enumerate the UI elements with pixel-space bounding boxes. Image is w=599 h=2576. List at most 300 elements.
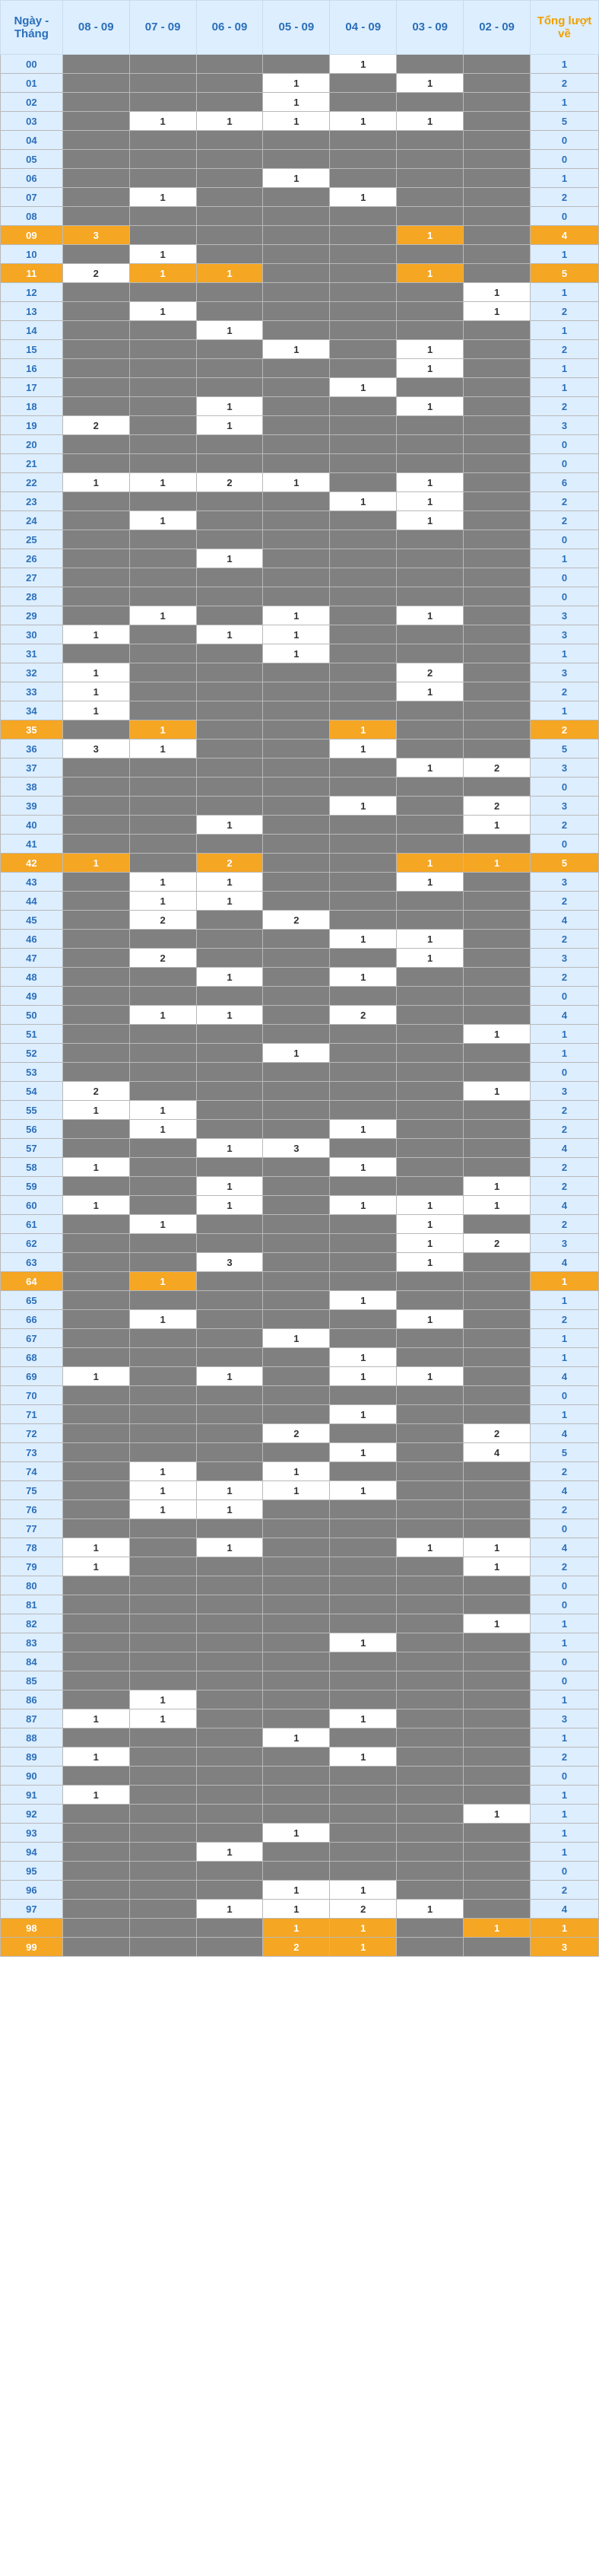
cell-r30-c5 bbox=[397, 625, 464, 644]
cell-r47-c3 bbox=[263, 949, 330, 968]
row-label: 72 bbox=[1, 1424, 63, 1443]
table-row bbox=[1, 682, 599, 701]
row-total: 3 bbox=[531, 1938, 599, 1957]
cell-r97-c1 bbox=[129, 1900, 196, 1919]
cell-r33-c5: 1 bbox=[397, 682, 464, 701]
cell-r77-c1 bbox=[129, 1519, 196, 1538]
table-row bbox=[1, 188, 599, 207]
cell-r97-c3: 1 bbox=[263, 1900, 330, 1919]
cell-r57-c4 bbox=[330, 1139, 397, 1158]
cell-r77-c6 bbox=[464, 1519, 531, 1538]
cell-r76-c2: 1 bbox=[196, 1500, 263, 1519]
cell-r56-c0 bbox=[62, 1120, 129, 1139]
cell-r51-c2 bbox=[196, 1025, 263, 1044]
cell-r57-c3: 3 bbox=[263, 1139, 330, 1158]
row-label: 08 bbox=[1, 207, 63, 226]
cell-r78-c0: 1 bbox=[62, 1538, 129, 1557]
row-total: 0 bbox=[531, 1519, 599, 1538]
cell-r41-c2 bbox=[196, 835, 263, 854]
cell-r52-c6 bbox=[464, 1044, 531, 1063]
cell-r40-c0 bbox=[62, 816, 129, 835]
header-row bbox=[1, 1, 599, 55]
cell-r33-c1 bbox=[129, 682, 196, 701]
cell-r35-c4: 1 bbox=[330, 720, 397, 739]
cell-r2-c0 bbox=[62, 93, 129, 112]
cell-r22-c6 bbox=[464, 473, 531, 492]
cell-r80-c5 bbox=[397, 1576, 464, 1595]
cell-r63-c5: 1 bbox=[397, 1253, 464, 1272]
cell-r29-c3: 1 bbox=[263, 606, 330, 625]
cell-r39-c0 bbox=[62, 797, 129, 816]
cell-r76-c5 bbox=[397, 1500, 464, 1519]
cell-r70-c5 bbox=[397, 1386, 464, 1405]
table-row bbox=[1, 283, 599, 302]
cell-r79-c2 bbox=[196, 1557, 263, 1576]
cell-r75-c4: 1 bbox=[330, 1481, 397, 1500]
cell-r74-c5 bbox=[397, 1462, 464, 1481]
cell-r3-c2: 1 bbox=[196, 112, 263, 131]
row-total: 3 bbox=[531, 416, 599, 435]
row-total: 1 bbox=[531, 1291, 599, 1310]
cell-r99-c1 bbox=[129, 1938, 196, 1957]
cell-r89-c2 bbox=[196, 1748, 263, 1767]
table-row bbox=[1, 1557, 599, 1576]
cell-r53-c4 bbox=[330, 1063, 397, 1082]
cell-r94-c0 bbox=[62, 1843, 129, 1862]
cell-r44-c6 bbox=[464, 892, 531, 911]
table-row bbox=[1, 701, 599, 720]
table-row bbox=[1, 492, 599, 511]
cell-r53-c1 bbox=[129, 1063, 196, 1082]
cell-r84-c2 bbox=[196, 1652, 263, 1671]
cell-r32-c0: 1 bbox=[62, 663, 129, 682]
cell-r6-c2 bbox=[196, 169, 263, 188]
cell-r2-c6 bbox=[464, 93, 531, 112]
cell-r17-c4: 1 bbox=[330, 378, 397, 397]
cell-r48-c5 bbox=[397, 968, 464, 987]
row-total: 2 bbox=[531, 397, 599, 416]
cell-r67-c6 bbox=[464, 1329, 531, 1348]
row-label: 05 bbox=[1, 150, 63, 169]
cell-r54-c6: 1 bbox=[464, 1082, 531, 1101]
cell-r10-c6 bbox=[464, 245, 531, 264]
row-label: 27 bbox=[1, 568, 63, 587]
table-row bbox=[1, 55, 599, 74]
cell-r22-c2: 2 bbox=[196, 473, 263, 492]
cell-r46-c0 bbox=[62, 930, 129, 949]
cell-r39-c1 bbox=[129, 797, 196, 816]
cell-r94-c4 bbox=[330, 1843, 397, 1862]
cell-r8-c3 bbox=[263, 207, 330, 226]
row-label: 07 bbox=[1, 188, 63, 207]
cell-r97-c6 bbox=[464, 1900, 531, 1919]
cell-r43-c6 bbox=[464, 873, 531, 892]
row-total: 1 bbox=[531, 1633, 599, 1652]
cell-r62-c5: 1 bbox=[397, 1234, 464, 1253]
cell-r10-c0 bbox=[62, 245, 129, 264]
row-total: 1 bbox=[531, 169, 599, 188]
cell-r99-c0 bbox=[62, 1938, 129, 1957]
cell-r26-c2: 1 bbox=[196, 549, 263, 568]
row-label: 95 bbox=[1, 1862, 63, 1881]
cell-r73-c5 bbox=[397, 1443, 464, 1462]
table-row bbox=[1, 1462, 599, 1481]
cell-r99-c4: 1 bbox=[330, 1938, 397, 1957]
cell-r95-c1 bbox=[129, 1862, 196, 1881]
cell-r97-c0 bbox=[62, 1900, 129, 1919]
table-row bbox=[1, 1748, 599, 1767]
cell-r2-c2 bbox=[196, 93, 263, 112]
cell-r61-c4 bbox=[330, 1215, 397, 1234]
cell-r37-c0 bbox=[62, 758, 129, 778]
table-row bbox=[1, 416, 599, 435]
cell-r61-c0 bbox=[62, 1215, 129, 1234]
cell-r70-c2 bbox=[196, 1386, 263, 1405]
cell-r5-c3 bbox=[263, 150, 330, 169]
cell-r68-c2 bbox=[196, 1348, 263, 1367]
row-label: 18 bbox=[1, 397, 63, 416]
cell-r41-c6 bbox=[464, 835, 531, 854]
cell-r69-c3 bbox=[263, 1367, 330, 1386]
cell-r41-c5 bbox=[397, 835, 464, 854]
table-row bbox=[1, 1044, 599, 1063]
cell-r11-c5: 1 bbox=[397, 264, 464, 283]
cell-r95-c0 bbox=[62, 1862, 129, 1881]
cell-r68-c5 bbox=[397, 1348, 464, 1367]
cell-r75-c6 bbox=[464, 1481, 531, 1500]
cell-r12-c5 bbox=[397, 283, 464, 302]
header-total: Tổng lượt về bbox=[531, 1, 599, 55]
table-row bbox=[1, 987, 599, 1006]
cell-r71-c1 bbox=[129, 1405, 196, 1424]
cell-r70-c6 bbox=[464, 1386, 531, 1405]
cell-r83-c1 bbox=[129, 1633, 196, 1652]
row-label: 20 bbox=[1, 435, 63, 454]
cell-r83-c4: 1 bbox=[330, 1633, 397, 1652]
cell-r74-c0 bbox=[62, 1462, 129, 1481]
cell-r1-c5: 1 bbox=[397, 74, 464, 93]
table-row bbox=[1, 1348, 599, 1367]
cell-r65-c4: 1 bbox=[330, 1291, 397, 1310]
cell-r74-c2 bbox=[196, 1462, 263, 1481]
row-label: 94 bbox=[1, 1843, 63, 1862]
table-row bbox=[1, 1805, 599, 1824]
cell-r62-c4 bbox=[330, 1234, 397, 1253]
cell-r77-c0 bbox=[62, 1519, 129, 1538]
cell-r17-c6 bbox=[464, 378, 531, 397]
cell-r34-c3 bbox=[263, 701, 330, 720]
cell-r38-c6 bbox=[464, 778, 531, 797]
cell-r70-c0 bbox=[62, 1386, 129, 1405]
cell-r69-c1 bbox=[129, 1367, 196, 1386]
cell-r91-c2 bbox=[196, 1786, 263, 1805]
cell-r13-c6: 1 bbox=[464, 302, 531, 321]
row-total: 0 bbox=[531, 131, 599, 150]
cell-r70-c4 bbox=[330, 1386, 397, 1405]
cell-r96-c5 bbox=[397, 1881, 464, 1900]
cell-r87-c4: 1 bbox=[330, 1709, 397, 1728]
cell-r64-c1: 1 bbox=[129, 1272, 196, 1291]
cell-r16-c5: 1 bbox=[397, 359, 464, 378]
row-total: 2 bbox=[531, 1748, 599, 1767]
cell-r27-c6 bbox=[464, 568, 531, 587]
cell-r11-c0: 2 bbox=[62, 264, 129, 283]
table-row bbox=[1, 226, 599, 245]
cell-r33-c4 bbox=[330, 682, 397, 701]
cell-r13-c2 bbox=[196, 302, 263, 321]
cell-r43-c1: 1 bbox=[129, 873, 196, 892]
cell-r45-c3: 2 bbox=[263, 911, 330, 930]
cell-r52-c2 bbox=[196, 1044, 263, 1063]
cell-r32-c2 bbox=[196, 663, 263, 682]
header-col-3: 05 - 09 bbox=[263, 1, 330, 55]
row-label: 96 bbox=[1, 1881, 63, 1900]
table-row bbox=[1, 949, 599, 968]
cell-r91-c5 bbox=[397, 1786, 464, 1805]
cell-r10-c3 bbox=[263, 245, 330, 264]
table-row bbox=[1, 1158, 599, 1177]
row-label: 87 bbox=[1, 1709, 63, 1728]
table-row bbox=[1, 1177, 599, 1196]
cell-r78-c1 bbox=[129, 1538, 196, 1557]
row-total: 0 bbox=[531, 1862, 599, 1881]
cell-r39-c4: 1 bbox=[330, 797, 397, 816]
row-label: 79 bbox=[1, 1557, 63, 1576]
cell-r9-c6 bbox=[464, 226, 531, 245]
cell-r98-c5 bbox=[397, 1919, 464, 1938]
cell-r85-c6 bbox=[464, 1671, 531, 1690]
table-row bbox=[1, 1120, 599, 1139]
cell-r27-c3 bbox=[263, 568, 330, 587]
cell-r64-c2 bbox=[196, 1272, 263, 1291]
cell-r63-c6 bbox=[464, 1253, 531, 1272]
table-row bbox=[1, 1443, 599, 1462]
table-row bbox=[1, 1139, 599, 1158]
row-label: 89 bbox=[1, 1748, 63, 1767]
row-total: 0 bbox=[531, 1767, 599, 1786]
cell-r32-c1 bbox=[129, 663, 196, 682]
row-total: 4 bbox=[531, 1139, 599, 1158]
cell-r99-c2 bbox=[196, 1938, 263, 1957]
table-row bbox=[1, 930, 599, 949]
cell-r70-c3 bbox=[263, 1386, 330, 1405]
cell-r3-c5: 1 bbox=[397, 112, 464, 131]
cell-r66-c0 bbox=[62, 1310, 129, 1329]
row-total: 4 bbox=[531, 1367, 599, 1386]
cell-r4-c3 bbox=[263, 131, 330, 150]
table-row bbox=[1, 530, 599, 549]
row-total: 5 bbox=[531, 739, 599, 758]
row-label: 53 bbox=[1, 1063, 63, 1082]
cell-r59-c3 bbox=[263, 1177, 330, 1196]
cell-r10-c5 bbox=[397, 245, 464, 264]
cell-r6-c4 bbox=[330, 169, 397, 188]
cell-r50-c2: 1 bbox=[196, 1006, 263, 1025]
table-row bbox=[1, 739, 599, 758]
row-total: 4 bbox=[531, 226, 599, 245]
cell-r20-c5 bbox=[397, 435, 464, 454]
table-row bbox=[1, 644, 599, 663]
cell-r42-c2: 2 bbox=[196, 854, 263, 873]
row-total: 1 bbox=[531, 1919, 599, 1938]
cell-r51-c0 bbox=[62, 1025, 129, 1044]
table-row bbox=[1, 1367, 599, 1386]
cell-r87-c0: 1 bbox=[62, 1709, 129, 1728]
cell-r44-c2: 1 bbox=[196, 892, 263, 911]
cell-r64-c5 bbox=[397, 1272, 464, 1291]
row-label: 35 bbox=[1, 720, 63, 739]
cell-r57-c2: 1 bbox=[196, 1139, 263, 1158]
cell-r89-c5 bbox=[397, 1748, 464, 1767]
cell-r46-c4: 1 bbox=[330, 930, 397, 949]
row-total: 1 bbox=[531, 1272, 599, 1291]
header-col-0: 08 - 09 bbox=[62, 1, 129, 55]
row-total: 2 bbox=[531, 1881, 599, 1900]
cell-r27-c0 bbox=[62, 568, 129, 587]
cell-r18-c5: 1 bbox=[397, 397, 464, 416]
cell-r98-c0 bbox=[62, 1919, 129, 1938]
row-label: 06 bbox=[1, 169, 63, 188]
row-total: 2 bbox=[531, 302, 599, 321]
cell-r13-c3 bbox=[263, 302, 330, 321]
row-label: 85 bbox=[1, 1671, 63, 1690]
cell-r67-c4 bbox=[330, 1329, 397, 1348]
cell-r28-c2 bbox=[196, 587, 263, 606]
cell-r28-c6 bbox=[464, 587, 531, 606]
cell-r16-c1 bbox=[129, 359, 196, 378]
cell-r44-c0 bbox=[62, 892, 129, 911]
cell-r34-c6 bbox=[464, 701, 531, 720]
table-row bbox=[1, 454, 599, 473]
cell-r11-c4 bbox=[330, 264, 397, 283]
row-label: 71 bbox=[1, 1405, 63, 1424]
cell-r60-c0: 1 bbox=[62, 1196, 129, 1215]
cell-r15-c5: 1 bbox=[397, 340, 464, 359]
cell-r43-c4 bbox=[330, 873, 397, 892]
cell-r60-c2: 1 bbox=[196, 1196, 263, 1215]
cell-r64-c3 bbox=[263, 1272, 330, 1291]
row-total: 2 bbox=[531, 1310, 599, 1329]
cell-r90-c6 bbox=[464, 1767, 531, 1786]
cell-r17-c1 bbox=[129, 378, 196, 397]
row-total: 1 bbox=[531, 1690, 599, 1709]
cell-r66-c4 bbox=[330, 1310, 397, 1329]
cell-r80-c1 bbox=[129, 1576, 196, 1595]
cell-r18-c4 bbox=[330, 397, 397, 416]
cell-r25-c2 bbox=[196, 530, 263, 549]
cell-r81-c0 bbox=[62, 1595, 129, 1614]
cell-r73-c6: 4 bbox=[464, 1443, 531, 1462]
cell-r96-c6 bbox=[464, 1881, 531, 1900]
cell-r85-c1 bbox=[129, 1671, 196, 1690]
cell-r21-c2 bbox=[196, 454, 263, 473]
cell-r65-c3 bbox=[263, 1291, 330, 1310]
row-label: 98 bbox=[1, 1919, 63, 1938]
row-total: 3 bbox=[531, 663, 599, 682]
cell-r66-c3 bbox=[263, 1310, 330, 1329]
table-row bbox=[1, 720, 599, 739]
cell-r90-c1 bbox=[129, 1767, 196, 1786]
cell-r88-c2 bbox=[196, 1728, 263, 1748]
cell-r46-c2 bbox=[196, 930, 263, 949]
cell-r36-c5 bbox=[397, 739, 464, 758]
cell-r65-c1 bbox=[129, 1291, 196, 1310]
cell-r72-c4 bbox=[330, 1424, 397, 1443]
cell-r2-c1 bbox=[129, 93, 196, 112]
cell-r55-c5 bbox=[397, 1101, 464, 1120]
row-label: 41 bbox=[1, 835, 63, 854]
cell-r19-c0: 2 bbox=[62, 416, 129, 435]
cell-r82-c4 bbox=[330, 1614, 397, 1633]
row-label: 74 bbox=[1, 1462, 63, 1481]
cell-r1-c2 bbox=[196, 74, 263, 93]
cell-r84-c5 bbox=[397, 1652, 464, 1671]
cell-r21-c4 bbox=[330, 454, 397, 473]
cell-r48-c3 bbox=[263, 968, 330, 987]
cell-r8-c4 bbox=[330, 207, 397, 226]
table-row bbox=[1, 1728, 599, 1748]
cell-r53-c6 bbox=[464, 1063, 531, 1082]
cell-r70-c1 bbox=[129, 1386, 196, 1405]
row-label: 25 bbox=[1, 530, 63, 549]
cell-r68-c1 bbox=[129, 1348, 196, 1367]
cell-r72-c0 bbox=[62, 1424, 129, 1443]
cell-r29-c6 bbox=[464, 606, 531, 625]
table-header bbox=[1, 1, 599, 55]
cell-r85-c5 bbox=[397, 1671, 464, 1690]
table-row bbox=[1, 1196, 599, 1215]
row-total: 1 bbox=[531, 359, 599, 378]
cell-r1-c1 bbox=[129, 74, 196, 93]
cell-r6-c0 bbox=[62, 169, 129, 188]
table-row bbox=[1, 625, 599, 644]
table-row bbox=[1, 264, 599, 283]
cell-r73-c4: 1 bbox=[330, 1443, 397, 1462]
row-total: 2 bbox=[531, 1462, 599, 1481]
cell-r43-c5: 1 bbox=[397, 873, 464, 892]
cell-r11-c2: 1 bbox=[196, 264, 263, 283]
cell-r83-c5 bbox=[397, 1633, 464, 1652]
cell-r82-c2 bbox=[196, 1614, 263, 1633]
cell-r74-c1: 1 bbox=[129, 1462, 196, 1481]
cell-r75-c1: 1 bbox=[129, 1481, 196, 1500]
row-total: 3 bbox=[531, 873, 599, 892]
table-row bbox=[1, 1006, 599, 1025]
cell-r76-c4 bbox=[330, 1500, 397, 1519]
cell-r22-c5: 1 bbox=[397, 473, 464, 492]
cell-r95-c4 bbox=[330, 1862, 397, 1881]
cell-r61-c5: 1 bbox=[397, 1215, 464, 1234]
cell-r79-c4 bbox=[330, 1557, 397, 1576]
cell-r16-c0 bbox=[62, 359, 129, 378]
row-label: 19 bbox=[1, 416, 63, 435]
cell-r4-c4 bbox=[330, 131, 397, 150]
cell-r19-c3 bbox=[263, 416, 330, 435]
row-total: 1 bbox=[531, 321, 599, 340]
cell-r95-c3 bbox=[263, 1862, 330, 1881]
cell-r24-c1: 1 bbox=[129, 511, 196, 530]
cell-r87-c6 bbox=[464, 1709, 531, 1728]
cell-r95-c6 bbox=[464, 1862, 531, 1881]
row-total: 1 bbox=[531, 378, 599, 397]
cell-r27-c2 bbox=[196, 568, 263, 587]
cell-r36-c2 bbox=[196, 739, 263, 758]
cell-r30-c3: 1 bbox=[263, 625, 330, 644]
cell-r82-c3 bbox=[263, 1614, 330, 1633]
cell-r26-c0 bbox=[62, 549, 129, 568]
row-total: 1 bbox=[531, 701, 599, 720]
cell-r40-c4 bbox=[330, 816, 397, 835]
